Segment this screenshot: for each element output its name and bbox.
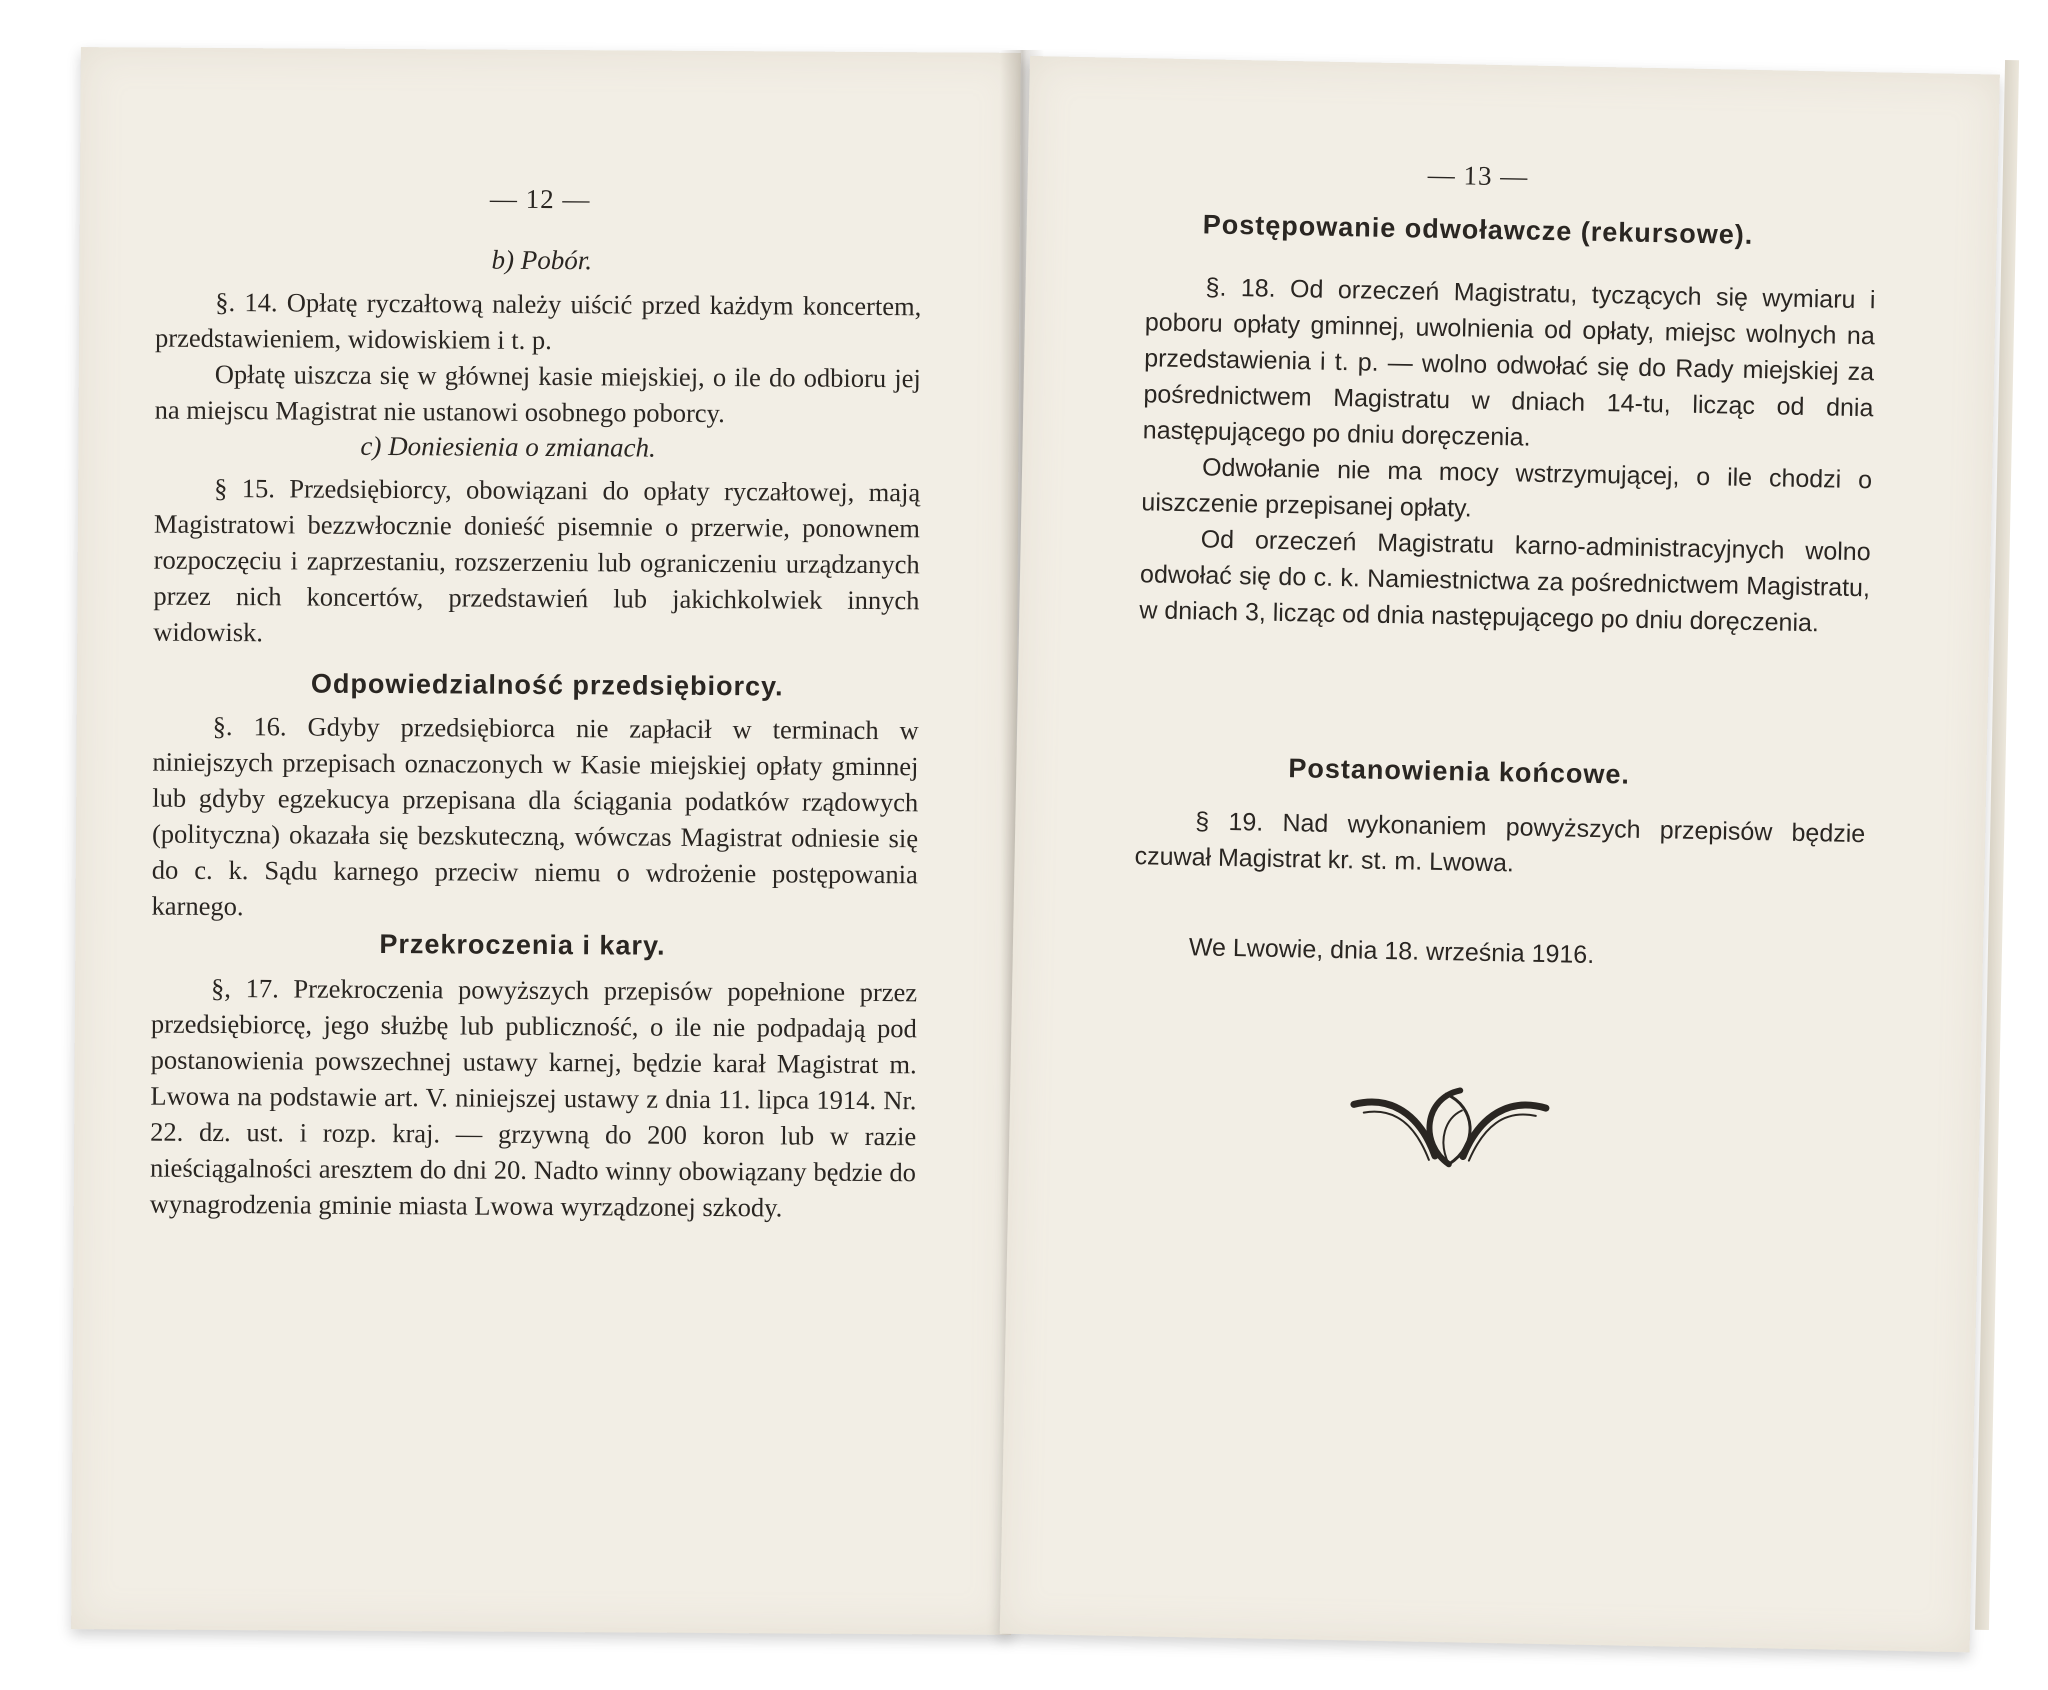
paragraph-14b-text: Opłatę uiszcza się w głównej kasie miejskiej, o ile do odbioru jej na miejscu Magistrat nie ustanowi osobnego poborcy.: [154, 358, 921, 429]
paragraph-15: [153, 470, 920, 655]
paragraph-17-text: §, 17. Przekroczenia powyższych przepisów popełnione przez przedsiębiorcę, jego służbę lub publiczność, o ile nie podpadają pod postanowienia powszechnej ustawy karnej, będzie karał Magistrat m. Lwowa na podstawie art. V. niniejszej ustawy z dnia 11. lipca 1914. Nr. 22. dz. ust. i rozp. kraj. — grzywną do 200 koron lub w razie nieściągalności aresztem do dni 20. Nadto winny obowiązany będzie do wynagrodzenia gminie miasta Lwowa wyrządzonej szkody.: [149, 972, 918, 1223]
paragraph-15-text: § 15. Przedsiębiorcy, obowiązani do opłaty ryczałtowej, mają Magistratowi bezzwłocznie donieść pisemnie o przerwie, ponownem rozpoczęciu i zaprzestaniu, rozszerzeniu lub ograniczeniu urządzanych przez nich koncertów, przedstawień lub jakichkolwiek innych widowisk.: [153, 472, 921, 648]
paragraph-18: [1139, 268, 1876, 642]
paragraph-16: [151, 708, 918, 929]
page-number-right: — 13 —: [1427, 159, 1529, 192]
floral-ornament-icon: [1349, 1082, 1551, 1176]
paragraph-16-text: §. 16. Gdyby przedsiębiorca nie zapłacił w terminach w niniejszych przepisach oznaczonych w Kasie miejskiej opłaty gminnej lub gdyby egzekucya przepisana dla ściągania podatków rządowych (polityczna) okazała się bezskuteczną, wówczas Magistrat odniesie się do c. k. Sądu karnego przeciw niemu o wdrożenie postępowania karnego.: [151, 710, 919, 922]
heading-przekroczenia: Przekroczenia i kary.: [379, 928, 666, 961]
heading-postepowanie: Postępowanie odwoławcze (rekursowe).: [1202, 209, 1754, 250]
paragraph-17: [150, 970, 918, 1227]
heading-postanowienia: Postanowienia końcowe.: [1288, 753, 1631, 790]
heading-odpowiedzialnosc: Odpowiedzialność przedsiębiorcy.: [310, 668, 784, 702]
section-heading-doniesienia: c) Doniesienia o zmianach.: [360, 430, 656, 463]
paragraph-19-text: § 19. Nad wykonaniem powyższych przepisów będzie czuwał Magistrat kr. st. m. Lwowa.: [1134, 807, 1866, 878]
section-heading-pobor: b) Pobór.: [491, 244, 593, 276]
paragraph-14-text: §. 14. Opłatę ryczałtową należy uiścić przed każdym koncertem, przedstawieniem, widowiskiem i t. p.: [154, 286, 922, 356]
paragraph-19: [1134, 802, 1865, 888]
date-line: We Lwowie, dnia 18. września 1916.: [1188, 933, 1595, 969]
page-number-left: — 12 —: [489, 183, 591, 215]
paragraph-18-text: §. 18. Od orzeczeń Magistratu, tyczących się wymiaru i poboru opłaty gminnej, uwolnienia od opłaty, miejsc wolnych na przedstawienia i t. p. — wolno odwołać się do Rady miejskiej za pośrednictwem Magistratu w dniach 14-tu, licząc od dnia następującego po dniu doręczenia.: [1142, 273, 1876, 452]
left-page: [71, 47, 1021, 1635]
paragraph-18c-text: Od orzeczeń Magistratu karno-administracyjnych wolno odwołać się do c. k. Namiestnictwa za pośrednictwem Magistratu, w dniach 3, licząc od dnia następującego po dniu doręczenia.: [1139, 525, 1871, 638]
right-page: [1000, 56, 2000, 1652]
paragraph-18b-text: Odwołanie nie ma mocy wstrzymującej, o ile chodzi o uiszczenie przepisanej opłaty.: [1141, 453, 1873, 523]
paragraph-14: [155, 284, 922, 433]
